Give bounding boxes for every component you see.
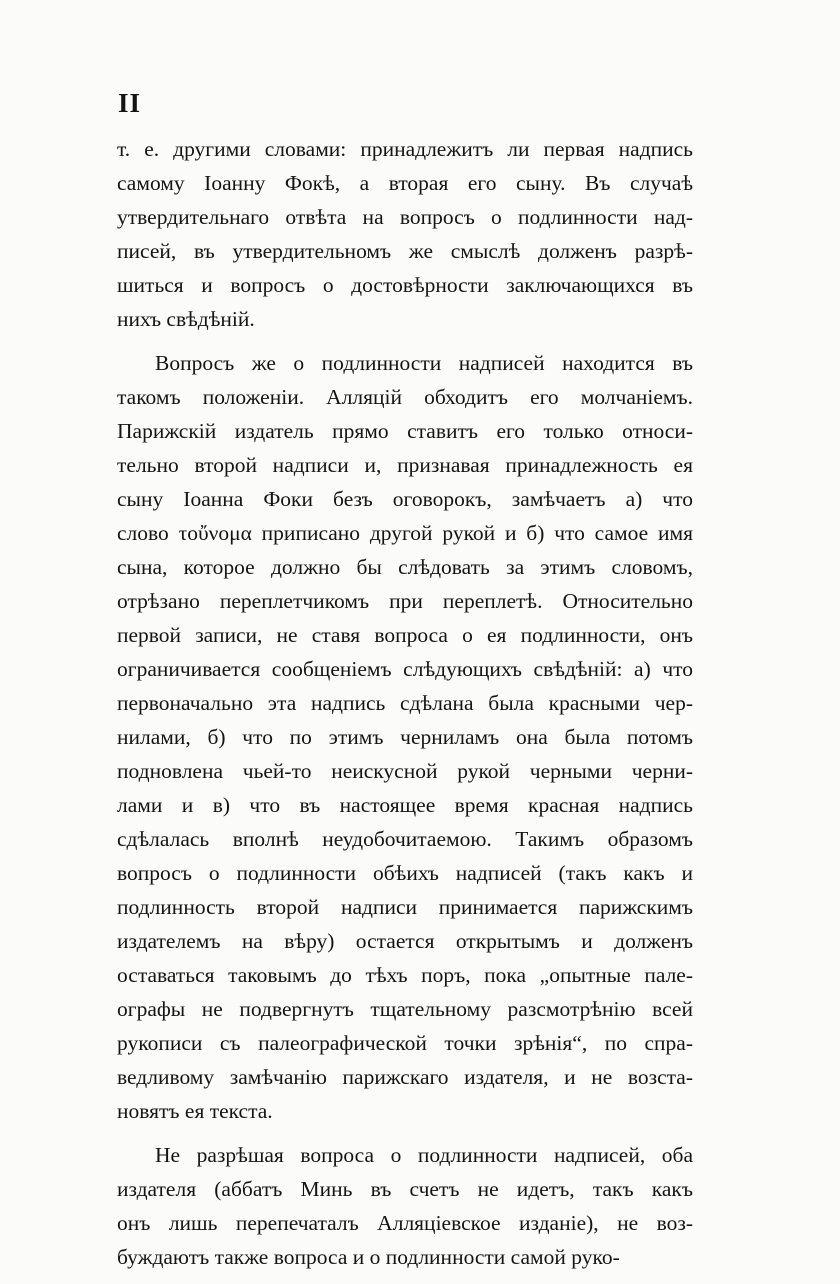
text-line: издателя (аббатъ Минь въ счетъ не идетъ, такъ какъ: [117, 1177, 693, 1201]
text-line: буждаютъ также вопроса и о подлинности самой руко-: [117, 1245, 620, 1269]
text-line: отрѣзано переплетчикомъ при переплетѣ. Относительно: [117, 589, 693, 613]
text-line: онъ лишь перепечаталъ Алляціевское изданіе), не воз-: [117, 1211, 693, 1235]
text-line: первоначально эта надпись сдѣлана была красными чер-: [117, 691, 693, 715]
text-line: издателемъ на вѣру) остается открытымъ и долженъ: [117, 929, 693, 953]
text-line: ографы не подвергнутъ тщательному разсмотрѣнію всей: [117, 997, 693, 1021]
body-text: [117, 132, 693, 1284]
text-line: сдѣлалась вполнѣ неудобочитаемою. Такимъ образомъ: [117, 827, 693, 851]
text-line: рукописи съ палеографической точки зрѣнія“, по спра-: [117, 1031, 693, 1055]
text-line: тельно второй надписи и, признавая принадлежность ея: [117, 453, 693, 477]
text-line: подновлена чьей-то неискусной рукой черными черни-: [117, 759, 693, 783]
text-line: сына, которое должно бы слѣдовать за этимъ словомъ,: [117, 555, 693, 579]
paragraph: [117, 132, 693, 336]
text-line: такомъ положеніи. Алляцій обходитъ его молчаніемъ.: [117, 385, 693, 409]
text-line: вопросъ о подлинности обѣихъ надписей (такъ какъ и: [117, 861, 693, 885]
text-line: самому Іоанну Фокѣ, а вторая его сыну. Въ случаѣ: [117, 171, 693, 195]
text-line: нихъ свѣдѣній.: [117, 307, 255, 331]
text-line: слово τοὔνομα приписано другой рукой и б) что самое имя: [117, 521, 693, 545]
text-line: сыну Іоанна Фоки безъ оговорокъ, замѣчаетъ а) что: [117, 487, 693, 511]
text-line: шиться и вопросъ о достовѣрности заключающихся въ: [117, 273, 693, 297]
text-line: первой записи, не ставя вопроса о ея подлинности, онъ: [117, 623, 693, 647]
paragraph: [117, 346, 693, 1128]
text-line: Вопросъ же о подлинности надписей находится въ: [155, 351, 693, 375]
text-line: утвердительнаго отвѣта на вопросъ о подлинности над-: [117, 205, 693, 229]
text-line: Парижскій издатель прямо ставитъ его только относи-: [117, 419, 693, 443]
text-line: писей, въ утвердительномъ же смыслѣ долженъ разрѣ-: [117, 239, 693, 263]
page-number: II: [118, 88, 142, 118]
text-line: нилами, б) что по этимъ черниламъ она была потомъ: [117, 725, 693, 749]
paragraph: [117, 1138, 693, 1274]
text-line: подлинность второй надписи принимается парижскимъ: [117, 895, 693, 919]
text-line: ограничивается сообщеніемъ слѣдующихъ свѣдѣній: а) что: [117, 657, 693, 681]
text-line: новятъ ея текста.: [117, 1099, 273, 1123]
text-line: Не разрѣшая вопроса о подлинности надписей, оба: [155, 1143, 693, 1167]
text-line: оставаться таковымъ до тѣхъ поръ, пока „опытные пале-: [117, 963, 693, 987]
text-line: ведливому замѣчанію парижскаго издателя, и не возста-: [117, 1065, 693, 1089]
text-line: лами и в) что въ настоящее время красная надпись: [117, 793, 693, 817]
text-line: т. е. другими словами: принадлежитъ ли первая надпись: [117, 137, 693, 161]
